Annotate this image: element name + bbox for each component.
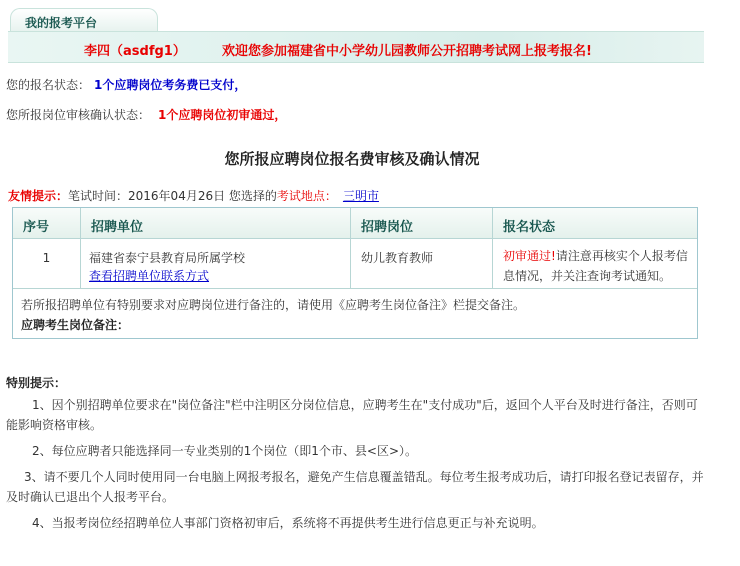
user-name: 李四（asdfg1） xyxy=(84,44,186,59)
platform-tab-title: 我的报考平台 xyxy=(25,16,98,30)
section-title: 您所报应聘岗位报名费审核及确认情况 xyxy=(224,150,480,168)
review-status-value: 1个应聘岗位初审通过， xyxy=(158,108,287,122)
special-tip-item: 1、因个别招聘单位要求在"岗位备注"栏中注明区分岗位信息，应聘考生在"支付成功"后，返回个人平台及时进行备注，否则可能影响资格审核。 xyxy=(6,398,698,432)
note-label: 应聘考生岗位备注： xyxy=(21,318,130,332)
enroll-status-row xyxy=(6,76,246,93)
location-label: 考试地点： xyxy=(276,189,337,203)
header-seq: 序号 xyxy=(13,208,81,238)
note-area xyxy=(13,289,697,338)
tip-text: 笔试时间：2016年04月26日 您选择的 xyxy=(68,189,277,203)
header-post: 招聘岗位 xyxy=(351,208,493,238)
location-value: 三明市 xyxy=(342,189,379,203)
enroll-status-label: 您的报名状态： xyxy=(6,78,91,92)
welcome-message: 欢迎您参加福建省中小学幼儿园教师公开招聘考试网上报考报名! xyxy=(222,44,592,59)
header-unit: 招聘单位 xyxy=(81,208,351,238)
unit-contact-link[interactable]: 查看招聘单位联系方式 xyxy=(89,269,210,283)
special-tip-item: 2、每位应聘者只能选择同一专业类别的1个岗位（即1个市、县<区>）。 xyxy=(32,444,418,458)
row-post: 幼儿教育教师 xyxy=(351,239,493,288)
row-unit xyxy=(81,239,351,288)
header-status: 报名状态 xyxy=(503,220,556,235)
application-table xyxy=(12,207,698,339)
tip-label: 友情提示： xyxy=(8,189,69,203)
table-row xyxy=(13,239,697,289)
table-header xyxy=(13,208,697,239)
status-passed: 初审通过! xyxy=(503,249,556,263)
enroll-status-value: 1个应聘岗位考务费已支付， xyxy=(94,78,247,92)
row-status xyxy=(493,239,697,288)
welcome-bar xyxy=(8,31,704,63)
exam-tip xyxy=(8,187,379,204)
special-tip-item: 4、当报考岗位经招聘单位人事部门资格初审后，系统将不再提供考生进行信息更正与补充说明。 xyxy=(32,516,544,530)
row-seq: 1 xyxy=(13,239,81,288)
note-text: 若所报招聘单位有特别要求对应聘岗位进行备注的，请使用《应聘考生岗位备注》栏提交备注。 xyxy=(21,298,526,312)
platform-tab[interactable] xyxy=(10,8,158,32)
status-notice: 请注意再核实个人报考信息情况，并关注查询考试通知。 xyxy=(503,249,688,283)
special-tips xyxy=(6,374,706,539)
review-status-label: 您所报岗位审核确认状态： xyxy=(6,108,151,122)
unit-name: 福建省泰宁县教育局所属学校 xyxy=(89,251,246,265)
special-tip-item: 3、请不要几个人同时使用同一台电脑上网报考报名，避免产生信息覆盖错乱。每位考生报考成功后，请打印报名登记表留存，并及时确认已退出个人报考平台。 xyxy=(6,470,704,504)
special-tips-title: 特别提示： xyxy=(6,376,67,390)
review-status-row xyxy=(6,106,286,123)
